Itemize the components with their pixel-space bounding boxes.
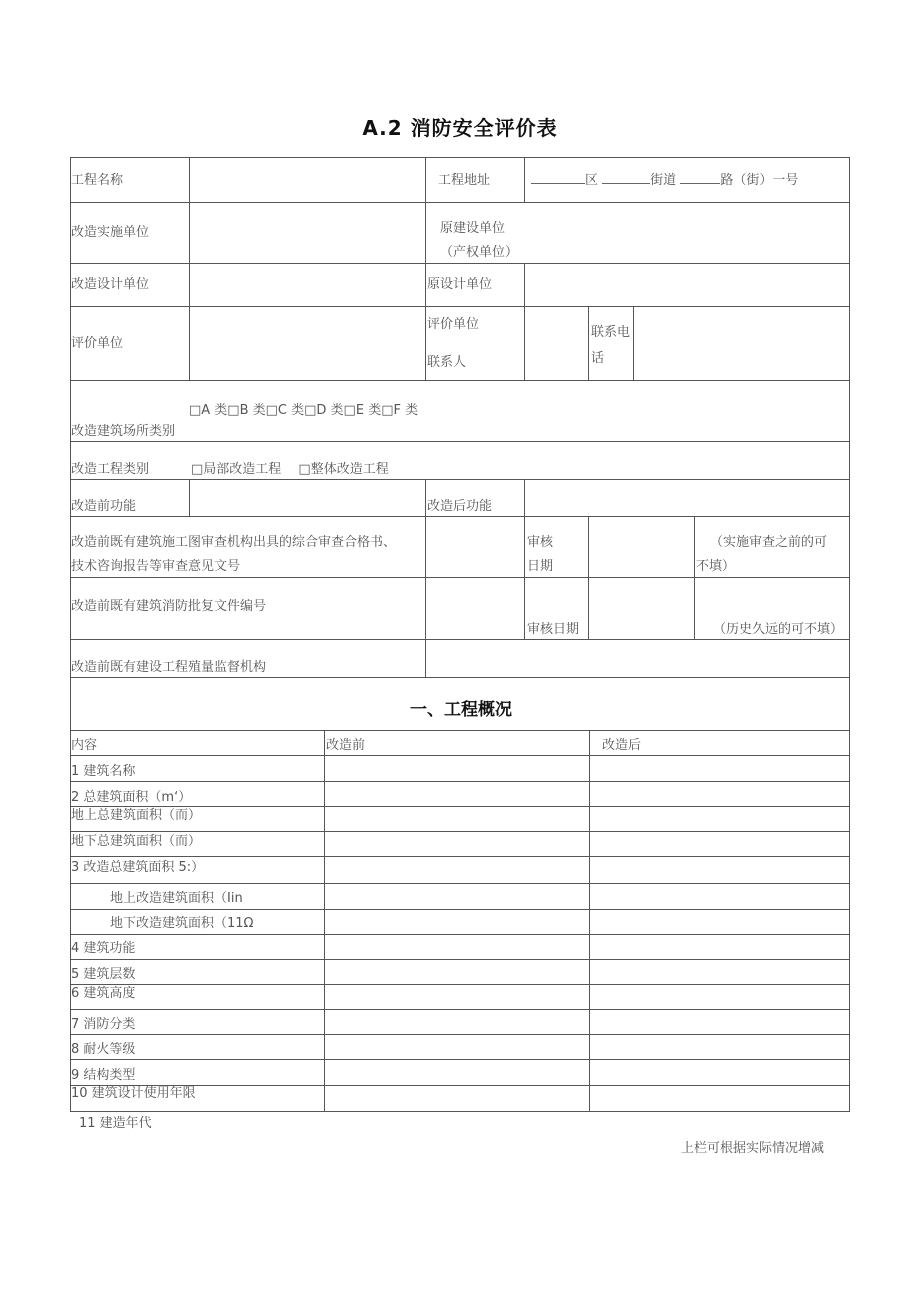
table-row-label: 9 结构类型 bbox=[71, 1068, 136, 1083]
construction-year-label: 11 建造年代 bbox=[79, 1116, 152, 1131]
page-title: A.2 消防安全评价表 bbox=[362, 116, 558, 140]
fire-approval-date-label: 审核日期 bbox=[527, 622, 580, 637]
contact-phone-label-2: 话 bbox=[591, 351, 605, 366]
drawing-review-label-2: 技术咨询报告等审查意见文号 bbox=[71, 559, 241, 574]
table-row-label: 8 耐火等级 bbox=[71, 1042, 136, 1057]
project-category-options[interactable]: □局部改造工程 □整体改造工程 bbox=[191, 462, 389, 477]
column-header-before: 改造前 bbox=[326, 738, 366, 753]
evaluation-form bbox=[70, 157, 850, 1112]
column-header-after: 改造后 bbox=[602, 738, 642, 753]
table-row-label: 地下改造建筑面积（11Ω bbox=[110, 916, 254, 931]
table-row-label: 1 建筑名称 bbox=[71, 764, 136, 779]
evaluation-contact-label-2: 联系人 bbox=[427, 355, 467, 370]
contact-phone-label: 联系电 bbox=[591, 325, 631, 340]
table-row-label: 地上总建筑面积（而） bbox=[71, 808, 202, 823]
review-date-label: 审核 bbox=[527, 535, 554, 550]
original-construction-unit-label: 原建设单位 bbox=[440, 221, 506, 236]
column-header-content: 内容 bbox=[71, 738, 98, 753]
drawing-review-note-2: 不填） bbox=[696, 559, 736, 574]
footnote: 上栏可根据实际情况增减 bbox=[681, 1141, 825, 1156]
table-row-label: 7 消防分类 bbox=[71, 1017, 136, 1032]
venue-category-options[interactable]: □A 类□B 类□C 类□D 类□E 类□F 类 bbox=[189, 403, 419, 418]
project-address-label: 工程地址 bbox=[438, 173, 491, 188]
project-address-line: 区 街道 路（街）一号 bbox=[531, 171, 798, 190]
fire-approval-note: （历史久远的可不填） bbox=[713, 622, 844, 637]
review-date-label-2: 日期 bbox=[527, 559, 554, 574]
drawing-review-note: （实施审查之前的可 bbox=[710, 535, 828, 550]
fire-approval-label: 改造前既有建筑消防批复文件编号 bbox=[71, 599, 267, 614]
evaluation-unit-label: 评价单位 bbox=[71, 336, 124, 351]
project-name-label: 工程名称 bbox=[71, 173, 124, 188]
evaluation-contact-label: 评价单位 bbox=[427, 317, 480, 332]
function-before-label: 改造前功能 bbox=[71, 499, 137, 514]
drawing-review-label: 改造前既有建筑施工图审查机构出具的综合审查合格书、 bbox=[71, 535, 397, 550]
quality-supervision-label: 改造前既有建设工程殖量监督机构 bbox=[71, 660, 267, 675]
table-row-label: 2 总建筑面积（m‘） bbox=[71, 790, 192, 805]
venue-category-label: 改造建筑场所类别 bbox=[71, 424, 176, 439]
renovation-unit-label: 改造实施单位 bbox=[71, 225, 150, 240]
table-row-label: 6 建筑高度 bbox=[71, 986, 136, 1001]
function-after-label: 改造后功能 bbox=[427, 499, 493, 514]
property-unit-label: （产权单位） bbox=[440, 245, 519, 260]
project-category-label: 改造工程类别 bbox=[71, 462, 150, 477]
table-row-label: 3 改造总建筑面积 5:） bbox=[71, 860, 205, 875]
table-row-label: 5 建筑层数 bbox=[71, 967, 136, 982]
original-design-unit-label: 原设计单位 bbox=[427, 277, 493, 292]
table-row-label: 地下总建筑面积（而） bbox=[71, 834, 202, 849]
table-row-label: 4 建筑功能 bbox=[71, 941, 136, 956]
table-row-label: 10 建筑设计使用年限 bbox=[71, 1086, 196, 1101]
section-heading: 一、工程概况 bbox=[410, 700, 512, 720]
table-row-label: 地上改造建筑面积（Iin bbox=[110, 891, 243, 906]
renovation-design-unit-label: 改造设计单位 bbox=[71, 277, 150, 292]
